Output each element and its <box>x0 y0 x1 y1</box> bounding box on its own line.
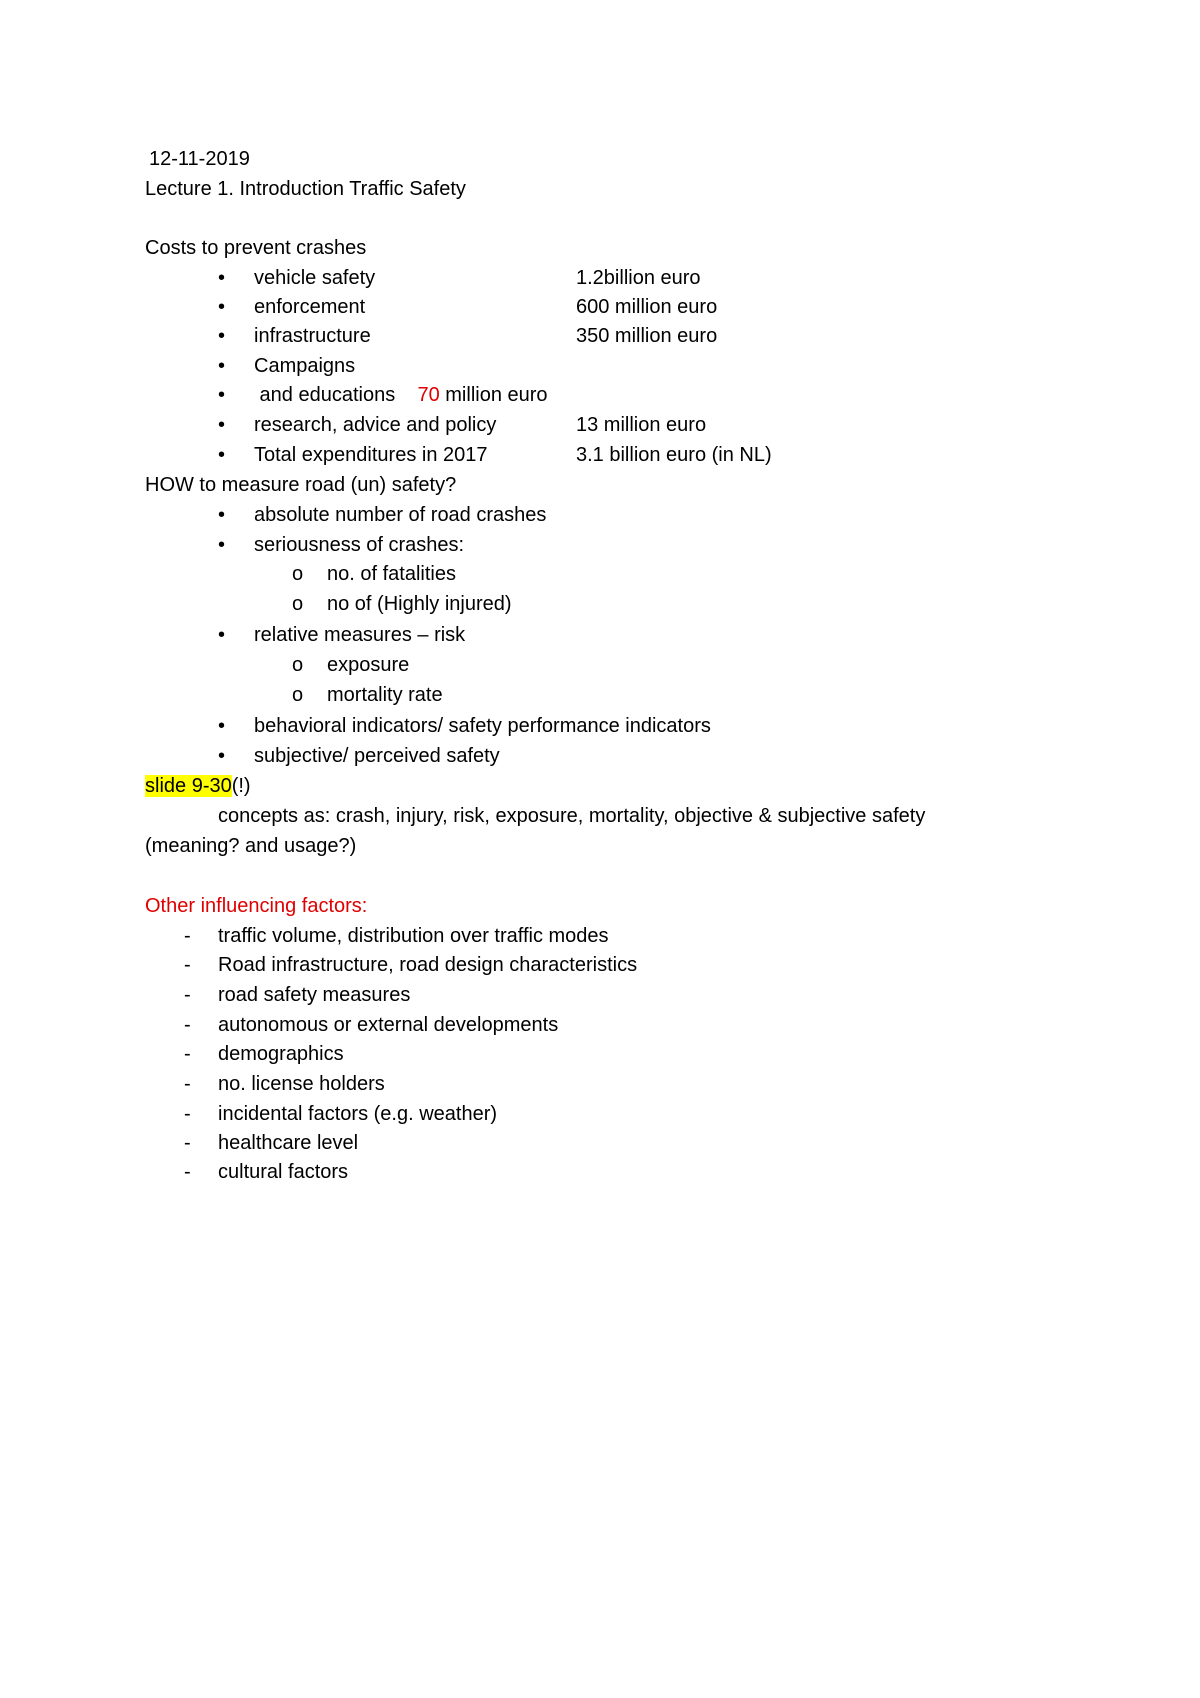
bullet-icon: • <box>218 325 226 347</box>
cost-item-label: infrastructure <box>254 325 371 347</box>
factor-item: no. license holders <box>218 1073 385 1095</box>
bullet-icon: • <box>218 715 226 737</box>
measure-item: seriousness of crashes: <box>254 534 465 556</box>
other-factors-heading: Other influencing factors: <box>145 895 368 917</box>
cost-item-value: 600 million euro <box>576 296 718 318</box>
factor-item: traffic volume, distribution over traffic modes <box>218 925 609 947</box>
dash-icon: - <box>184 1103 191 1125</box>
sub-bullet-icon: o <box>292 593 304 615</box>
dash-icon: - <box>184 954 191 976</box>
dash-icon: - <box>184 1161 191 1183</box>
factor-item: Road infrastructure, road design characteristics <box>218 954 638 976</box>
sub-bullet-icon: o <box>292 563 304 585</box>
measure-item: behavioral indicators/ safety performance indicators <box>254 715 711 737</box>
slide-reference <box>145 773 251 799</box>
factor-item: demographics <box>218 1043 344 1065</box>
slide-reference-highlight: slide 9-30 <box>145 775 232 797</box>
bullet-icon: • <box>218 624 226 646</box>
document-title: Lecture 1. Introduction Traffic Safety <box>145 178 466 200</box>
factor-item: incidental factors (e.g. weather) <box>218 1103 498 1125</box>
bullet-icon: • <box>218 384 226 406</box>
cost-item-label: and educations <box>254 384 396 406</box>
cost-item-value: million euro <box>439 384 548 406</box>
cost-item-value: 350 million euro <box>576 325 718 347</box>
dash-icon: - <box>184 925 191 947</box>
sub-bullet-icon: o <box>292 654 304 676</box>
sub-bullet-icon: o <box>292 684 304 706</box>
cost-item-value-highlight: 70 <box>417 384 440 406</box>
measure-subitem: no. of fatalities <box>327 563 456 585</box>
factor-item: autonomous or external developments <box>218 1014 559 1036</box>
concepts-line: concepts as: crash, injury, risk, exposure, mortality, objective & subjective safety <box>218 805 926 827</box>
cost-item-value: 3.1 billion euro (in NL) <box>576 444 772 466</box>
dash-icon: - <box>184 1043 191 1065</box>
cost-item-row <box>254 382 548 408</box>
bullet-icon: • <box>218 267 226 289</box>
measure-subitem: no of (Highly injured) <box>327 593 512 615</box>
cost-item-value: 1.2billion euro <box>576 267 701 289</box>
concepts-line-continued: (meaning? and usage?) <box>145 835 357 857</box>
factor-item: road safety measures <box>218 984 411 1006</box>
costs-heading: Costs to prevent crashes <box>145 237 367 259</box>
measure-item: absolute number of road crashes <box>254 504 547 526</box>
measure-item: subjective/ perceived safety <box>254 745 500 767</box>
document-date: 12-11-2019 <box>149 148 250 170</box>
bullet-icon: • <box>218 355 226 377</box>
factor-item: cultural factors <box>218 1161 349 1183</box>
cost-item-label: vehicle safety <box>254 267 376 289</box>
bullet-icon: • <box>218 414 226 436</box>
measure-item: relative measures – risk <box>254 624 466 646</box>
bullet-icon: • <box>218 534 226 556</box>
bullet-icon: • <box>218 296 226 318</box>
slide-reference-suffix: (!) <box>231 775 251 797</box>
factor-item: healthcare level <box>218 1132 359 1154</box>
cost-item-value: 13 million euro <box>576 414 707 436</box>
cost-item-label: enforcement <box>254 296 366 318</box>
dash-icon: - <box>184 1132 191 1154</box>
measure-heading: HOW to measure road (un) safety? <box>145 474 457 496</box>
dash-icon: - <box>184 984 191 1006</box>
cost-item-label: research, advice and policy <box>254 414 497 436</box>
measure-subitem: exposure <box>327 654 410 676</box>
dash-icon: - <box>184 1014 191 1036</box>
bullet-icon: • <box>218 504 226 526</box>
bullet-icon: • <box>218 745 226 767</box>
measure-subitem: mortality rate <box>327 684 443 706</box>
cost-item-label: Total expenditures in 2017 <box>254 444 488 466</box>
cost-item-label: Campaigns <box>254 355 356 377</box>
bullet-icon: • <box>218 444 226 466</box>
dash-icon: - <box>184 1073 191 1095</box>
